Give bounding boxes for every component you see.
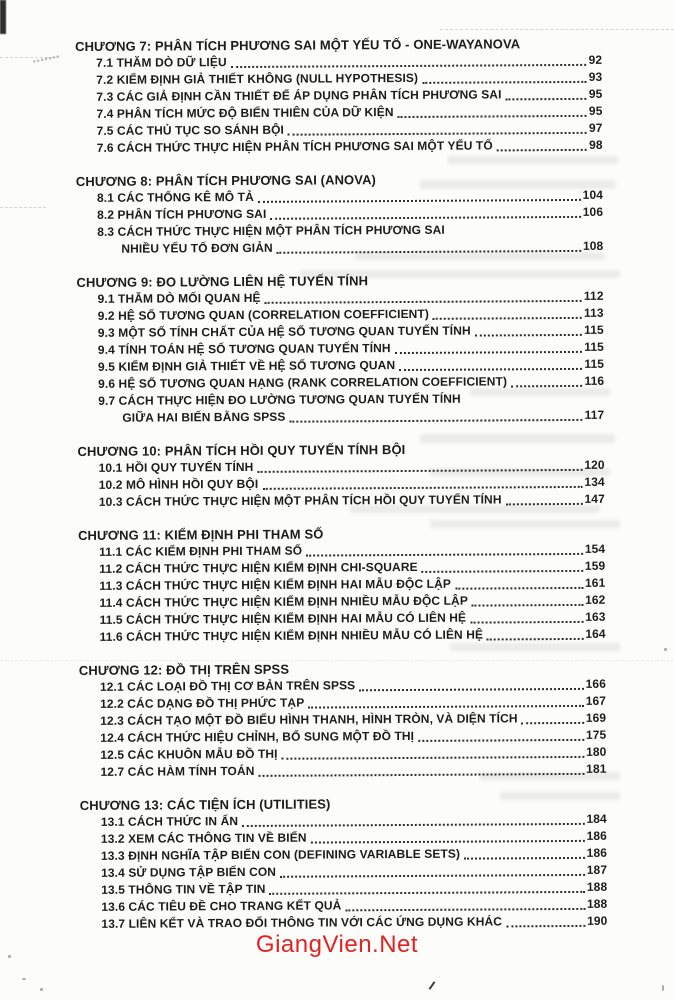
dot-leader — [270, 891, 585, 895]
dot-leader — [395, 351, 583, 354]
item-label: 13.6 CÁC TIÊU ĐỀ CHO TRANG KẾT QUẢ — [101, 898, 342, 914]
item-label: 13.2 XEM CÁC THÔNG TIN VỀ BIẾN — [100, 830, 307, 846]
page-number: 95 — [588, 86, 603, 101]
page-number: 134 — [584, 474, 605, 489]
item-label: 7.4 PHÂN TÍCH MỨC ĐỘ BIẾN THIÊN CỦA DỮ KIỆN — [96, 105, 394, 121]
page-number: 159 — [584, 558, 606, 573]
item-label: 7.1 THĂM DÒ DỮ LIỆU — [96, 55, 227, 70]
item-label: 11.4 CÁCH THỨC THỰC HIỆN KIỂM ĐỊNH NHIỀU MẪU ĐỘC LẬP — [99, 593, 468, 610]
dot-leader — [433, 317, 582, 320]
dot-leader — [399, 368, 582, 371]
item-label: NHIỀU YẾU TỐ ĐƠN GIẢN — [121, 240, 273, 256]
dot-leader — [470, 621, 583, 624]
page-number: 115 — [584, 356, 605, 371]
chapter-section — [75, 35, 603, 157]
item-label: 10.1 HỒI QUY TUYẾN TÍNH — [98, 459, 254, 475]
page-number: 186 — [586, 828, 607, 843]
dot-leader — [475, 334, 582, 337]
item-label: 12.5 CÁC KHUÔN MẪU ĐỒ THỊ — [100, 746, 278, 762]
item-label: 12.2 CÁC DẠNG ĐỒ THỊ PHỨC TẠP — [100, 695, 305, 711]
page-number: 97 — [588, 120, 603, 135]
scan-edge-artifact — [0, 0, 6, 34]
scan-artifact — [0, 57, 58, 58]
item-label: 7.5 CÁC THỦ TỤC SO SÁNH BỘI — [96, 122, 284, 138]
item-label: 9.6 HỆ SỐ TƯƠNG QUAN HẠNG (RANK CORRELATION COEFFICIENT) — [98, 374, 508, 391]
item-label: 12.1 CÁC LOẠI ĐỒ THỊ CƠ BẢN TRÊN SPSS — [99, 678, 356, 694]
page-number: 98 — [589, 137, 603, 152]
page-number: 120 — [584, 457, 605, 472]
chapter-section — [80, 794, 608, 933]
page-number: 166 — [585, 676, 606, 691]
chapter-title: CHƯƠNG 7: PHÂN TÍCH PHƯƠNG SAI MỘT YẾU TỐ - ONE-WAYANOVA — [75, 36, 521, 54]
toc-item — [76, 137, 603, 157]
page-number: 108 — [582, 238, 604, 253]
page-number: 116 — [584, 373, 605, 388]
item-label: 11.2 CÁCH THỨC THỰC HIỆN KIỂM ĐỊNH CHI-SQUARE — [99, 559, 418, 576]
item-label: 13.4 SỬ DỤNG TẬP BIẾN CON — [101, 864, 277, 880]
toc-item-line2 — [76, 238, 603, 258]
item-label: 9.4 TÍNH TOÁN HỆ SỐ TƯƠNG QUAN TUYẾN TÍNH — [97, 341, 391, 357]
page-number: 161 — [584, 575, 606, 590]
page-number: 92 — [588, 52, 603, 67]
scan-artifact — [440, 29, 674, 30]
watermark: GiangVien.Net — [255, 931, 419, 958]
item-label: 12.4 CÁCH THỨC HIỆU CHỈNH, BỔ SUNG MỘT ĐỒ THỊ — [100, 728, 415, 745]
dot-leader — [308, 705, 583, 709]
dot-leader — [497, 149, 587, 152]
page-number: 188 — [586, 879, 608, 894]
scan-artifact — [662, 985, 664, 991]
dot-leader — [418, 739, 584, 742]
item-label: 9.3 MỘT SỐ TÍNH CHẤT CỦA HỆ SỐ TƯƠNG QUAN TUYẾN TÍNH — [97, 323, 471, 340]
scan-artifact — [664, 648, 667, 651]
page-number: 113 — [583, 305, 604, 320]
dot-leader — [262, 486, 582, 490]
page-number: 181 — [586, 761, 607, 776]
chapter-title: CHƯƠNG 9: ĐO LƯỜNG LIÊN HỆ TUYẾN TÍNH — [76, 273, 369, 290]
item-label: 8.2 PHÂN TÍCH PHƯƠNG SAI — [97, 206, 267, 222]
dot-leader — [257, 469, 582, 473]
item-label: 11.3 CÁCH THỨC THỰC HIỆN KIỂM ĐỊNH HAI MẪU ĐỘC LẬP — [99, 576, 451, 593]
dot-leader — [282, 756, 584, 760]
chapter-title: CHƯƠNG 11: KIỂM ĐỊNH PHI THAM SỐ — [77, 526, 324, 543]
item-label: 11.1 CÁC KIỂM ĐỊNH PHI THAM SỐ — [99, 543, 303, 559]
dot-leader — [311, 840, 585, 844]
item-label: 13.5 THÔNG TIN VỀ TẬP TIN — [101, 881, 266, 897]
page-number: 169 — [585, 710, 607, 725]
scan-artifact — [0, 207, 46, 208]
page-number: 175 — [585, 727, 607, 742]
page-number: 186 — [586, 845, 608, 860]
item-label: 9.5 KIỂM ĐỊNH GIẢ THIẾT VỀ HỆ SỐ TƯƠNG QUAN — [97, 358, 396, 374]
dot-leader — [277, 250, 581, 254]
page-number: 154 — [584, 541, 606, 556]
page-number: 104 — [582, 187, 604, 202]
item-label: 7.6 CÁCH THỨC THỰC HIỆN PHÂN TÍCH PHƯƠNG SAI MỘT YẾU TỐ — [96, 138, 493, 155]
item-label: 12.7 CÁC HÀM TÍNH TOÁN — [100, 763, 255, 779]
item-label: 9.7 CÁCH THỰC HIỆN ĐO LƯỜNG TƯƠNG QUAN TUYẾN TÍNH — [98, 391, 461, 408]
page-number: 190 — [587, 913, 608, 928]
item-label: 11.5 CÁCH THỨC THỰC HIỆN KIỂM ĐỊNH HAI MẪU CÓ LIÊN HỆ — [99, 610, 467, 627]
item-label: 9.1 THĂM DÒ MỐI QUAN HỆ — [97, 290, 261, 306]
page-number: 167 — [585, 693, 607, 708]
page-number: 115 — [584, 322, 604, 337]
item-label: 11.6 CÁCH THỨC THỰC HIỆN KIỂM ĐỊNH NHIỀU MẪU CÓ LIÊN HỆ — [99, 627, 484, 644]
page-number: 163 — [585, 609, 606, 624]
dot-leader — [258, 199, 581, 203]
toc-item — [79, 626, 606, 646]
scan-artifact — [429, 981, 436, 990]
dot-leader — [359, 688, 583, 691]
item-label: 13.1 CÁCH THỨC IN ẤN — [100, 814, 239, 829]
page-number: 164 — [585, 626, 606, 641]
dot-leader — [455, 587, 583, 590]
item-label: 8.3 CÁCH THỨC THỰC HIỆN MỘT PHÂN TÍCH PHƯƠNG SAI — [97, 222, 445, 239]
page-number: 162 — [585, 592, 606, 607]
chapter-section — [77, 440, 604, 511]
dot-leader — [290, 419, 583, 423]
chapter-title: CHƯƠNG 12: ĐỒ THỊ TRÊN SPSS — [78, 661, 290, 678]
chapter-title: CHƯƠNG 8: PHÂN TÍCH PHƯƠNG SAI (ANOVA) — [75, 172, 377, 189]
page-number: 93 — [588, 69, 603, 84]
dot-leader — [398, 115, 587, 118]
page-number: 106 — [582, 204, 604, 219]
dot-leader — [242, 823, 584, 827]
chapter-section — [79, 659, 607, 781]
item-label: 13.7 LIÊN KẾT VÀ TRAO ĐỔI THÔNG TIN VỚI CÁC ỨNG DỤNG KHÁC — [101, 914, 503, 931]
dot-leader — [506, 98, 587, 100]
page-number: 180 — [585, 744, 607, 759]
item-label: 9.2 HỆ SỐ TƯƠNG QUAN (CORRELATION COEFFICIENT) — [97, 306, 429, 323]
dot-leader — [265, 300, 582, 304]
item-label: 12.3 CÁCH TẠO MỘT ĐỒ BIỂU HÌNH THANH, HÌNH TRÒN, VÀ DIỆN TÍCH — [100, 711, 518, 728]
page-number: 115 — [584, 339, 604, 354]
item-label: 7.3 CÁC GIẢ ĐỊNH CẦN THIẾT ĐỂ ÁP DỤNG PHÂN TÍCH PHƯƠNG SAI — [96, 87, 502, 104]
dot-leader — [231, 64, 587, 68]
item-label: GIỮA HAI BIẾN BẰNG SPSS — [122, 409, 286, 425]
dot-leader — [288, 132, 587, 136]
chapter-title: CHƯƠNG 10: PHÂN TÍCH HỒI QUY TUYẾN TÍNH BỘI — [77, 441, 406, 459]
toc-item — [79, 761, 606, 781]
dot-leader — [506, 925, 585, 927]
scan-artifact — [40, 988, 43, 991]
dot-leader — [422, 81, 587, 84]
page-number: 188 — [586, 896, 608, 911]
dot-leader — [522, 722, 584, 724]
dot-leader — [270, 216, 580, 220]
toc-item — [80, 913, 607, 933]
item-label: 13.3 ĐỊNH NGHĨA TẬP BIẾN CON (DEFINING VARIABLE SETS) — [100, 846, 461, 863]
item-label: 10.2 MÔ HÌNH HỒI QUY BỘI — [98, 476, 259, 492]
table-of-contents — [75, 35, 608, 949]
scan-artifact — [22, 978, 26, 980]
dot-leader — [259, 773, 585, 777]
page-number: 117 — [584, 407, 605, 422]
dot-leader — [345, 908, 585, 911]
chapter-section — [76, 170, 604, 258]
item-label: 8.1 CÁC THỐNG KÊ MÔ TẢ — [96, 189, 254, 205]
page-number: 184 — [586, 811, 607, 826]
chapter-section — [78, 524, 606, 646]
dot-leader — [506, 503, 583, 505]
page-number: 112 — [583, 288, 604, 303]
page-number: 187 — [586, 862, 608, 877]
dot-leader — [487, 638, 583, 641]
dot-leader — [464, 857, 585, 860]
item-label: 10.3 CÁCH THỨC THỰC HIỆN MỘT PHÂN TÍCH HỒI QUY TUYẾN TÍNH — [98, 492, 502, 509]
item-label: 7.2 KIỂM ĐỊNH GIẢ THIẾT KHÔNG (NULL HYPOTHESIS) — [96, 70, 419, 87]
dot-leader — [306, 553, 583, 557]
page-number: 95 — [588, 103, 603, 118]
chapter-title: CHƯƠNG 13: CÁC TIỆN ÍCH (UTILITIES) — [79, 796, 331, 813]
dot-leader — [280, 874, 585, 878]
chapter-section — [76, 271, 604, 427]
dot-leader — [472, 604, 583, 607]
toc-item-line2 — [77, 407, 604, 427]
dot-leader — [422, 570, 583, 573]
page-number: 147 — [584, 491, 605, 506]
dot-leader — [511, 385, 582, 387]
toc-item — [78, 491, 605, 511]
